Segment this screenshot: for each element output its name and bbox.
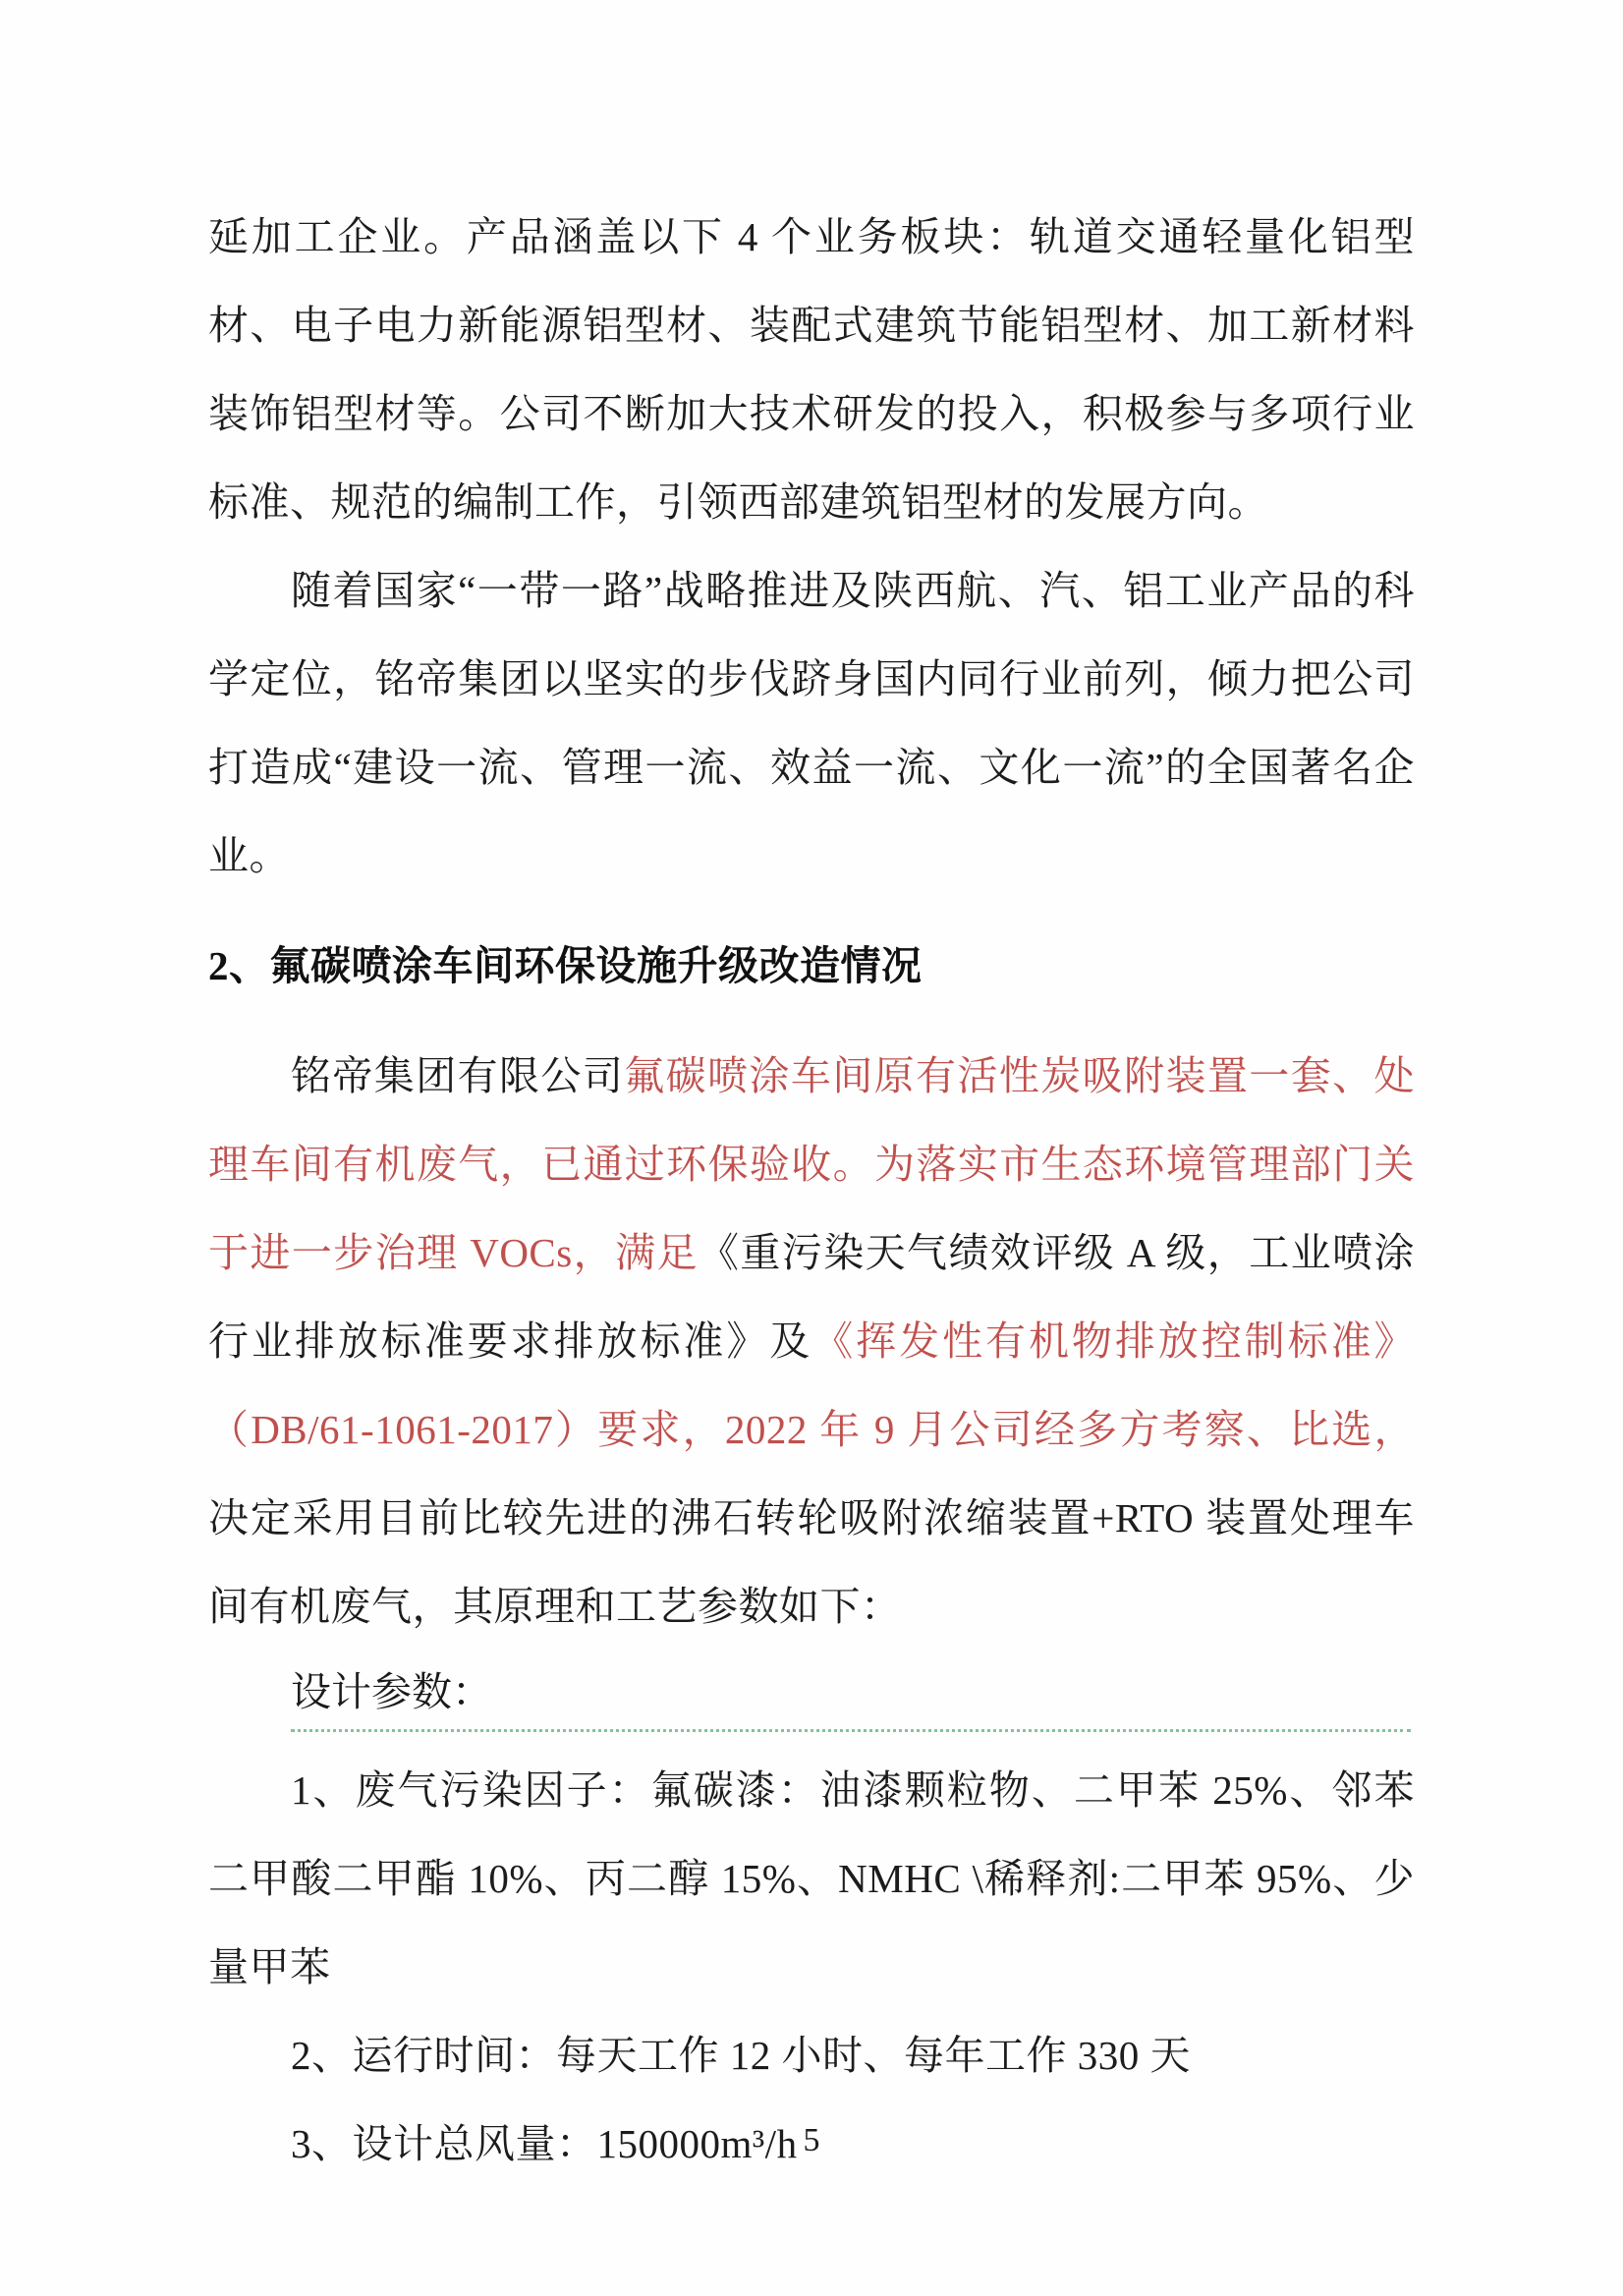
section-heading-2: 2、氟碳喷涂车间环保设施升级改造情况 <box>208 943 923 988</box>
segment-process-conclusion: 决定采用目前比较先进的沸石转轮吸附浓缩装置+RTO 装置处理车间有机废气，其原理和工艺参数如下： <box>208 1495 1415 1629</box>
spacer <box>208 1010 1415 1032</box>
segment-revision-2: 《挥发性有机物排放控制标准》（DB/61-1061-2017）要求，2022 年 9 月公司经多方考察、比选， <box>208 1318 1416 1452</box>
design-params-title: 设计参数： <box>291 1669 492 1714</box>
segment-revision-1: 氟碳喷涂车间原有活性炭吸附装置一套、处理车间有机废气，已通过环保验收。为落实市生态环境管理部门关于进一步治理 VOCs，满足 <box>208 1053 1416 1275</box>
segment-company-name: 铭帝集团有限公司 <box>291 1053 625 1098</box>
paragraph-belt-and-road: 随着国家“一带一路”战略推进及陕西航、汽、铝工业产品的科学定位，铭帝集团以坚实的步伐跻身国内同行业前列，倾力把公司打造成“建设一流、管理一流、效益一流、文化一流”的全国著名企业。 <box>208 568 1415 878</box>
design-param-item-3: 3、设计总风量：150000m³/h <box>291 2121 798 2166</box>
segment-standard-title-1: 《重污染天气绩效评级 A 级，工业喷涂行业排放标准要求排放标准》及 <box>208 1230 1415 1364</box>
paragraph-retrofit-description <box>208 1032 1415 1651</box>
design-param-item-2: 2、运行时间：每天工作 12 小时、每年工作 330 天 <box>291 2033 1191 2078</box>
spacer <box>208 900 1415 922</box>
page-content <box>208 193 1415 2188</box>
paragraph-company-products: 延加工企业。产品涵盖以下 4 个业务板块：轨道交通轻量化铝型材、电子电力新能源铝型材、装配式建筑节能铝型材、加工新材料装饰铝型材等。公司不断加大技术研发的投入，积极参与多项行业标准、规范的编制工作，引领西部建筑铝型材的发展方向。 <box>208 214 1415 525</box>
page-number: 5 <box>803 2122 820 2158</box>
design-param-item-1: 1、废气污染因子：氟碳漆：油漆颗粒物、二甲苯 25%、邻苯二甲酸二甲酯 10%、丙二醇 15%、NMHC \稀释剂:二甲苯 95%、少量甲苯 <box>208 1767 1415 1989</box>
design-params-title-row <box>208 1651 1415 1733</box>
